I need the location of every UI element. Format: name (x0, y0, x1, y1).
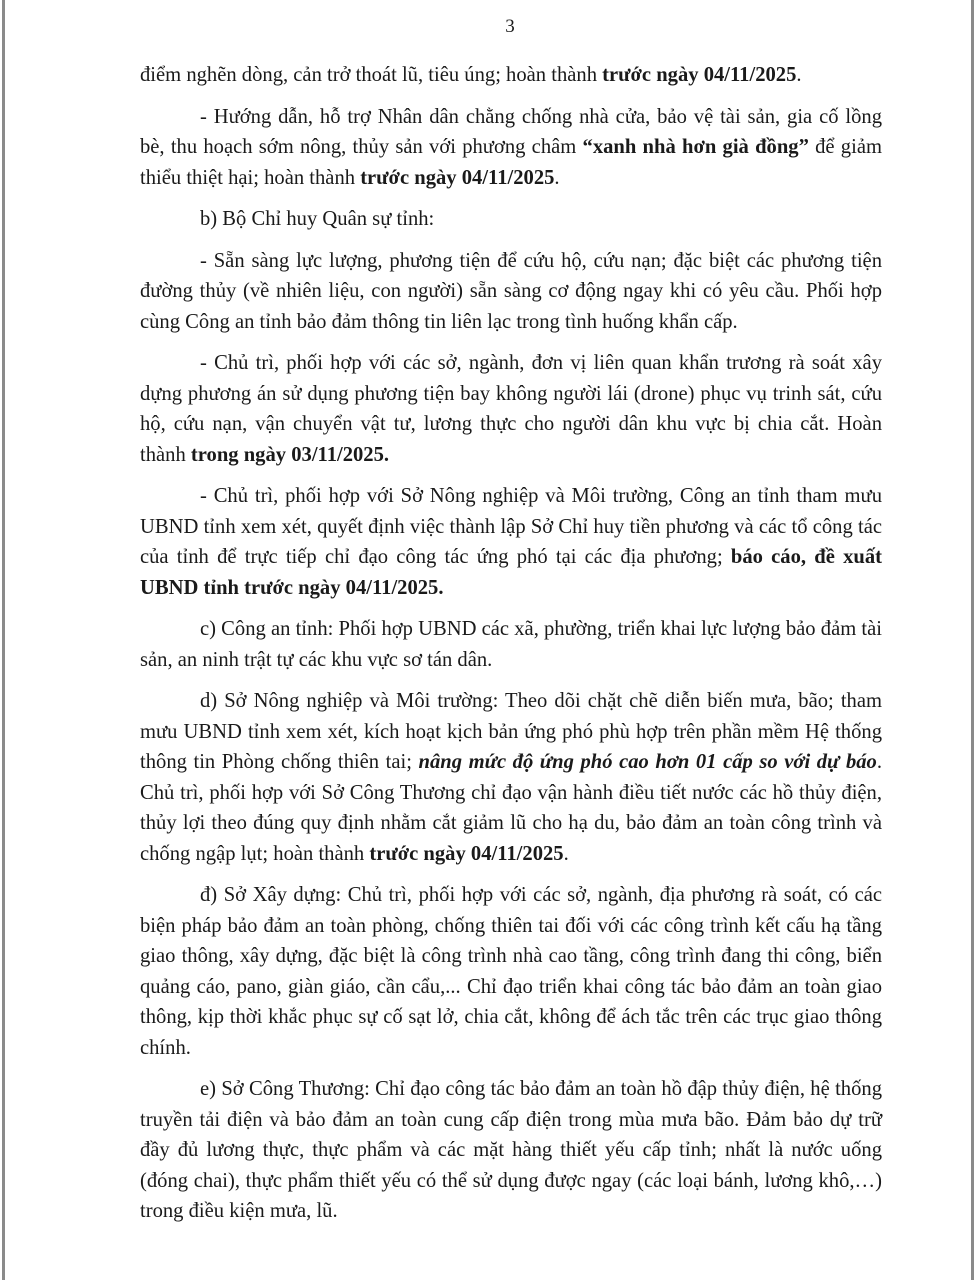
text: để giảm thiểu thiệt hại; hoàn thành (140, 136, 882, 189)
text: . (796, 64, 802, 86)
page-edge-left (2, 0, 5, 1280)
text: - Hướng dẫn, hỗ trợ Nhân dân chằng chống nhà cửa, bảo vệ tài sản, gia cố lồng bè, thu hoạch sớm nông, thủy sản với phương châm (140, 105, 882, 158)
text: - Sẵn sàng lực lượng, phương tiện để cứu hộ, cứu nạn; đặc biệt các phương tiện đường thủy (về nhiên liệu, con người) sẵn sàng cơ động ngay khi có yêu cầu. Phối hợp cùng Công an tỉnh bảo đảm thông tin liên lạc trong tình huống khẩn cấp. (140, 249, 882, 333)
paragraph-guidance (140, 102, 882, 194)
section-c-police (140, 614, 882, 675)
deadline-bold: báo cáo, đề xuất UBND tỉnh trước ngày 04/11/2025. (140, 546, 882, 599)
paragraph-readiness (140, 246, 882, 338)
text: đ) Sở Xây dựng: Chủ trì, phối hợp với các sở, ngành, địa phương rà soát, có các biện pháp bảo đảm an toàn phòng, chống thiên tai đối với các công trình kết cấu hạ tầng giao thông, xây dựng, đặc biệt là công trình nhà cao tầng, công trình đang thi công, biển quảng cáo, pano, giàn giáo, cần cẩu,... Chỉ đạo triển khai công tác bảo đảm an toàn giao thông, kịp thời khắc phục sự cố sạt lở, chia cắt, không để ách tắc trên các trục giao thông chính. (140, 884, 882, 1059)
deadline-bold: trước ngày 04/11/2025 (369, 842, 564, 865)
paragraph-continuation (140, 60, 882, 91)
text: e) Sở Công Thương: Chỉ đạo công tác bảo đảm an toàn hồ đập thủy điện, hệ thống truyền tải điện và bảo đảm an toàn cung cấp điện trong mùa mưa bão. Đảm bảo dự trữ đầy đủ lương thực, thực phẩm và các mặt hàng thiết yếu cấp tỉnh; nhất là nước uống (đóng chai), thực phẩm thiết yếu có thể sử dụng được ngay (các loại bánh, lương khô,…) trong điều kiện mưa, lũ. (140, 1078, 882, 1222)
page-number: 3 (505, 16, 515, 37)
section-heading-b (140, 204, 882, 235)
deadline-bold: trước ngày 04/11/2025 (360, 166, 555, 189)
text: - Chủ trì, phối hợp với các sở, ngành, đơn vị liên quan khẩn trương rà soát xây dựng phương án sử dụng phương tiện bay không người lái (drone) phục vụ trinh sát, cứu hộ, cứu nạn, vận chuyển vật tư, lương thực cho người dân khu vực bị chia cắt. Hoàn thành (140, 352, 882, 466)
emphasis-bold-italic: nâng mức độ ứng phó cao hơn 01 cấp so với dự báo (418, 751, 877, 773)
page-edge-right (971, 0, 974, 1280)
text: c) Công an tỉnh: Phối hợp UBND các xã, phường, triển khai lực lượng bảo đảm tài sản, an ninh trật tự các khu vực sơ tán dân. (140, 618, 882, 671)
text: d) Sở Nông nghiệp và Môi trường: Theo dõi chặt chẽ diễn biến mưa, bão; tham mưu UBND tỉnh xem xét, kích hoạt kịch bản ứng phó phù hợp trên phần mềm Hệ thống thông tin Phòng chống thiên tai; (140, 690, 882, 773)
deadline-bold: trước ngày 04/11/2025 (602, 64, 797, 86)
document-body (140, 60, 882, 1227)
section-e-industry-trade (140, 1074, 882, 1227)
section-dd-construction (140, 880, 882, 1063)
text: . (563, 842, 569, 865)
text: điểm nghẽn dòng, cản trở thoát lũ, tiêu úng; hoàn thành (140, 64, 603, 86)
paragraph-drone (140, 348, 882, 470)
text: - Chủ trì, phối hợp với Sở Nông nghiệp và Môi trường, Công an tỉnh tham mưu UBND tỉnh xem xét, quyết định việc thành lập Sở Chỉ huy tiền phương và các tổ công tác của tỉnh để trực tiếp chỉ đạo công tác ứng phó tại các địa phương; (140, 485, 882, 568)
deadline-bold: trong ngày 03/11/2025. (190, 443, 390, 466)
text: . Chủ trì, phối hợp với Sở Công Thương chỉ đạo vận hành điều tiết nước các hồ thủy điện, thủy lợi theo đúng quy định nhằm cắt giảm lũ cho hạ du, bảo đảm an toàn công trình và chống ngập lụt; hoàn thành (140, 751, 882, 865)
paragraph-command-post (140, 481, 882, 603)
text: b) Bộ Chỉ huy Quân sự tỉnh: (200, 208, 435, 230)
section-d-agriculture (140, 686, 882, 869)
text: . (554, 166, 560, 189)
motto-bold: “xanh nhà hơn già đồng” (582, 136, 809, 158)
